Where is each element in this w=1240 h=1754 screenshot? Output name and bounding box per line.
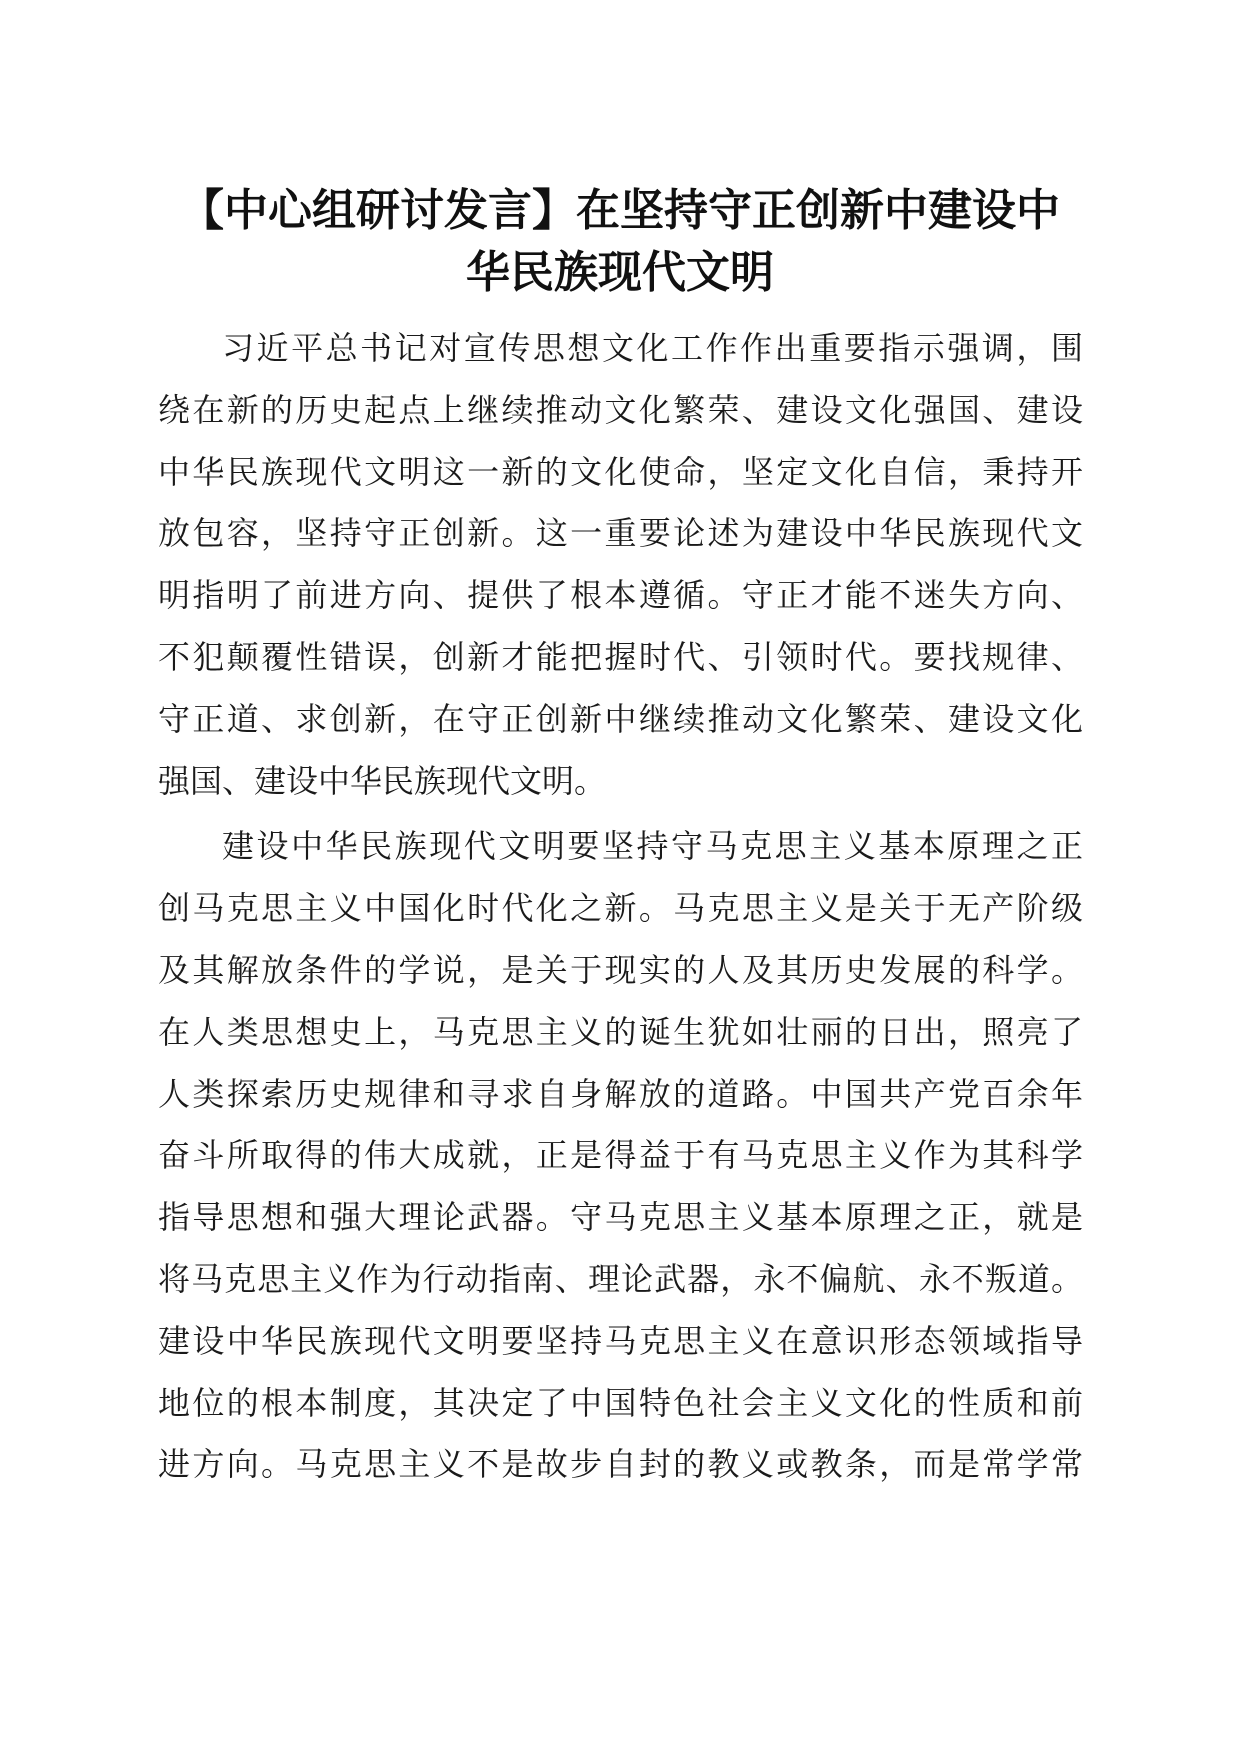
text-line: 守正道、求创新，在守正创新中继续推动文化繁荣、建设文化: [158, 699, 1083, 738]
text-line: 奋斗所取得的伟大成就，正是得益于有马克思主义作为其科学: [158, 1136, 1083, 1175]
paragraph-1: [158, 318, 1083, 812]
text-line: 指导思想和强大理论武器。守马克思主义基本原理之正，就是: [158, 1198, 1083, 1237]
text-line: 在人类思想史上，马克思主义的诞生犹如壮丽的日出，照亮了: [158, 1012, 1083, 1051]
text-line: 人类探索历史规律和寻求自身解放的道路。中国共产党百余年: [158, 1074, 1083, 1113]
text-line: 中华民族现代文明这一新的文化使命，坚定文化自信，秉持开: [158, 452, 1083, 491]
text-line: 地位的根本制度，其决定了中国特色社会主义文化的性质和前: [158, 1383, 1083, 1422]
title-line-1: 【中心组研讨发言】在坚持守正创新中建设中: [180, 185, 1060, 236]
text-line: 建设中华民族现代文明要坚持马克思主义在意识形态领域指导: [158, 1321, 1083, 1360]
text-line: 明指明了前进方向、提供了根本遵循。守正才能不迷失方向、: [158, 576, 1083, 615]
text-line: 及其解放条件的学说，是关于现实的人及其历史发展的科学。: [158, 950, 1083, 989]
text-line: 创马克思主义中国化时代化之新。马克思主义是关于无产阶级: [158, 889, 1083, 928]
text-line: 将马克思主义作为行动指南、理论武器，永不偏航、永不叛道。: [158, 1259, 1083, 1298]
text-line: 放包容，坚持守正创新。这一重要论述为建设中华民族现代文: [158, 514, 1083, 553]
document-body: [158, 318, 1083, 1496]
text-line: 进方向。马克思主义不是故步自封的教义或教条，而是常学常: [158, 1445, 1083, 1484]
title-line-2: 华民族现代文明: [466, 247, 774, 298]
text-line: 绕在新的历史起点上继续推动文化繁荣、建设文化强国、建设: [158, 390, 1083, 429]
text-line: 强国、建设中华民族现代文明。: [158, 761, 607, 800]
document-title: [150, 180, 1090, 304]
text-line: 习近平总书记对宣传思想文化工作作出重要指示强调，围: [222, 329, 1083, 367]
text-line: 不犯颠覆性错误，创新才能把握时代、引领时代。要找规律、: [158, 637, 1083, 676]
text-line: 建设中华民族现代文明要坚持守马克思主义基本原理之正: [222, 827, 1083, 866]
paragraph-2: [158, 816, 1083, 1496]
